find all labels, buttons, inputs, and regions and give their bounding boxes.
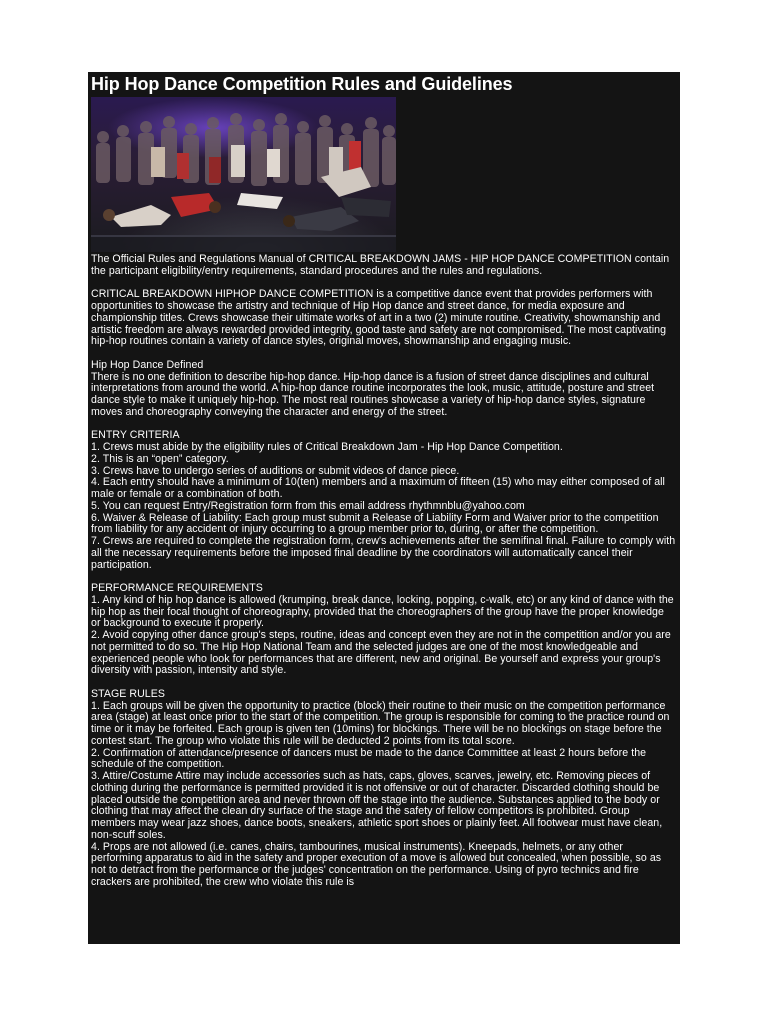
list-item: 6. Waiver & Release of Liability: Each group must submit a Release of Liability Form and Waiver prior to the competition from liability for any accident or injury occurring to a group member prior to, during, or after the competition.	[91, 511, 659, 536]
list-item: 1. Each groups will be given the opportunity to practice (block) their routine to their music on the competition performance area (stage) at least once prior to the start of the competition. The group is responsible for coming to the practice round on time or it may be forfeited. Each group is given ten (10mins) for blockings. There will be no blockings on stage before the contest start. The group who violate this rule will be deducted 2 points from its total score.	[91, 699, 670, 747]
list-item: 1. Crews must abide by the eligibility rules of Critical Breakdown Jam - Hip Hop Dance Competition.	[91, 441, 563, 453]
page-title: Hip Hop Dance Competition Rules and Guidelines	[91, 74, 513, 94]
document-page	[88, 72, 680, 944]
list-item: 3. Attire/Costume Attire may include accessories such as hats, caps, gloves, scarves, jewelry, etc. Removing pieces of clothing during the performance is permitted provided it is not offensive or out of character. Discarded clothing should be placed outside the competition area and never thrown off the stage into the audience. Substances applied to the body or clothing that may affect the clean dry surface of the stage and the safety of fellow competitors is prohibited. Group members may wear jazz shoes, dance boots, sneakers, athletic sport shoes or plainly feet. All footwear must have clean, non-scuff soles.	[91, 770, 663, 841]
intro-paragraph-2: CRITICAL BREAKDOWN HIPHOP DANCE COMPETITION is a competitive dance event that provides performers with opportunities to showcase the artistry and technique of Hip Hop dance and street dance, for media exposure and championship titles. Crews showcase their ultimate works of art in a two (2) minute routine. Creativity, showmanship and artistic freedom are always rewarded provided integrity, good taste and safety are not compromised. The most captivating hip-hop routines contain a variety of dance styles, original moves, showmanship and engaging music.	[91, 288, 667, 348]
crowd-breakdance-photo-icon	[91, 97, 396, 252]
defined-text: There is no one definition to describe hip-hop dance. Hip-hop dance is a fusion of street dance disciplines and cultural interpretations from around the world. A hip-hop dance routine incorporates the look, music, attitude, posture and street dance style to make it uniquely hip-hop. The most real routines showcase a variety of hip-hop dance styles, signature moves and choreography conveying the character and energy of the street.	[91, 370, 655, 418]
dance-crowd-photo	[91, 97, 396, 252]
section-performance	[91, 583, 676, 677]
section-entry-criteria	[91, 430, 676, 571]
section-heading-defined: Hip Hop Dance Defined	[91, 358, 204, 371]
section-heading-performance: PERFORMANCE REQUIREMENTS	[91, 582, 263, 594]
list-item: 2. This is an “open” category.	[91, 452, 229, 465]
section-heading-entry: ENTRY CRITERIA	[91, 429, 180, 442]
section-stage-rules	[91, 689, 676, 889]
section-defined	[91, 360, 676, 419]
list-item: 1. Any kind of hip hop dance is allowed (krumping, break dance, locking, popping, c-walk, etc) or any kind of dance with the hip hop as their focal thought of choreography, provided that the choreographers of the group have the proper knowledge or background to execute it properly.	[91, 593, 674, 630]
document-body	[88, 252, 680, 889]
list-item: 2. Confirmation of attendance/presence of dancers must be made to the dance Committee at least 2 hours before the schedule of the competition.	[91, 746, 647, 771]
list-item: 7. Crews are required to complete the registration form, crew's achievements after the semifinal final. Failure to comply with all the necessary requirements before the imposed final deadline by the coordinators will automatically cancel their participation.	[91, 535, 676, 571]
list-item: 3. Crews have to undergo series of auditions or submit videos of dance piece.	[91, 464, 460, 477]
list-item: 5. You can request Entry/Registration form from this email address rhythmnblu@yahoo.com	[91, 499, 525, 512]
intro-paragraph-1: The Official Rules and Regulations Manual of CRITICAL BREAKDOWN JAMS - HIP HOP DANCE COMPETITION contain the participant eligibility/entry requirements, standard procedures and the rules and regulations.	[91, 253, 670, 277]
section-heading-stage: STAGE RULES	[91, 687, 165, 700]
list-item: 4. Props are not allowed (i.e. canes, chairs, tambourines, musical instruments). Kneepads, helmets, or any other performing apparatus to aid in the safety and proper execution of a move is allowed but concealed, when possible, so as not to detract from the performance or the judges' concentration on the performance. Using of pyro technics and fire crackers are prohibited, the crew who violate this rule is	[91, 840, 662, 888]
list-item: 4. Each entry should have a minimum of 10(ten) members and a maximum of fifteen (15) who may either composed of all male or female or a combination of both.	[91, 476, 665, 500]
list-item: 2. Avoid copying other dance group's steps, routine, ideas and concept even they are not in the competition and/or you are not permitted to do so. The Hip Hop National Team and the selected judges are one of the most knowledgeable and experienced people who look for performances that are different, new and original. Be yourself and express your group's diversity with passion, intensity and style.	[91, 629, 671, 677]
